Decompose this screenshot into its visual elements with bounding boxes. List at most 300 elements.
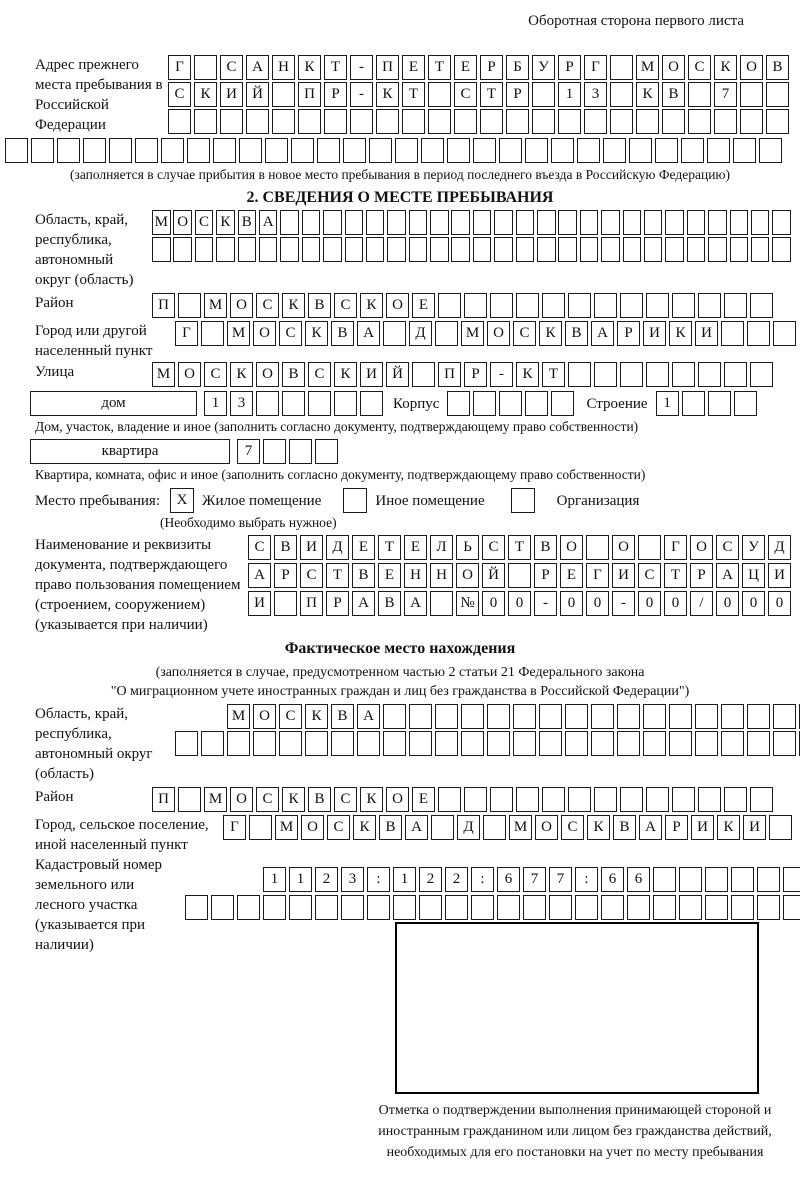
char-cell[interactable] bbox=[708, 391, 731, 416]
char-cell[interactable] bbox=[506, 109, 529, 134]
char-cell[interactable] bbox=[464, 787, 487, 812]
char-cell[interactable]: Н bbox=[430, 563, 453, 588]
char-cell[interactable] bbox=[291, 138, 314, 163]
char-cell[interactable] bbox=[695, 704, 718, 729]
char-cell[interactable]: 2 bbox=[419, 867, 442, 892]
char-cell[interactable] bbox=[568, 293, 591, 318]
char-cell[interactable]: И bbox=[220, 82, 243, 107]
char-cell[interactable] bbox=[747, 321, 770, 346]
char-cell[interactable] bbox=[279, 731, 302, 756]
char-cell[interactable]: И bbox=[300, 535, 323, 560]
char-cell[interactable]: А bbox=[405, 815, 428, 840]
char-cell[interactable] bbox=[513, 704, 536, 729]
char-cell[interactable]: О bbox=[612, 535, 635, 560]
char-cell[interactable]: К bbox=[353, 815, 376, 840]
char-cell[interactable]: В bbox=[379, 815, 402, 840]
char-cell[interactable] bbox=[272, 82, 295, 107]
char-cell[interactable]: Р bbox=[617, 321, 640, 346]
char-cell[interactable]: Г bbox=[584, 55, 607, 80]
char-cell[interactable] bbox=[708, 237, 727, 262]
char-cell[interactable]: С bbox=[327, 815, 350, 840]
char-cell[interactable] bbox=[516, 293, 539, 318]
char-cell[interactable] bbox=[272, 109, 295, 134]
char-cell[interactable]: 6 bbox=[627, 867, 650, 892]
char-cell[interactable]: И bbox=[248, 591, 271, 616]
char-cell[interactable]: В bbox=[662, 82, 685, 107]
char-cell[interactable]: Р bbox=[665, 815, 688, 840]
char-cell[interactable] bbox=[577, 138, 600, 163]
char-cell[interactable]: М bbox=[227, 704, 250, 729]
char-cell[interactable] bbox=[594, 362, 617, 387]
char-cell[interactable] bbox=[435, 731, 458, 756]
char-cell[interactable] bbox=[695, 731, 718, 756]
char-cell[interactable] bbox=[629, 138, 652, 163]
char-cell[interactable]: 2 bbox=[445, 867, 468, 892]
char-cell[interactable] bbox=[343, 138, 366, 163]
char-cell[interactable] bbox=[473, 237, 492, 262]
char-cell[interactable]: Р bbox=[324, 82, 347, 107]
char-cell[interactable]: Т bbox=[378, 535, 401, 560]
char-cell[interactable]: : bbox=[367, 867, 390, 892]
char-cell[interactable]: Д bbox=[457, 815, 480, 840]
char-cell[interactable] bbox=[516, 210, 535, 235]
char-cell[interactable] bbox=[662, 109, 685, 134]
char-cell[interactable] bbox=[591, 731, 614, 756]
char-cell[interactable]: Р bbox=[464, 362, 487, 387]
char-cell[interactable]: Т bbox=[542, 362, 565, 387]
char-cell[interactable]: С bbox=[279, 704, 302, 729]
char-cell[interactable] bbox=[669, 731, 692, 756]
char-cell[interactable]: Т bbox=[428, 55, 451, 80]
char-cell[interactable] bbox=[31, 138, 54, 163]
char-cell[interactable] bbox=[259, 237, 278, 262]
char-cell[interactable] bbox=[238, 237, 257, 262]
char-cell[interactable] bbox=[773, 704, 796, 729]
char-cell[interactable]: П bbox=[152, 787, 175, 812]
char-cell[interactable]: К bbox=[669, 321, 692, 346]
char-cell[interactable]: Н bbox=[272, 55, 295, 80]
char-cell[interactable] bbox=[194, 55, 217, 80]
char-cell[interactable]: В bbox=[274, 535, 297, 560]
char-cell[interactable] bbox=[428, 82, 451, 107]
char-cell[interactable] bbox=[627, 895, 650, 920]
char-cell[interactable]: - bbox=[612, 591, 635, 616]
char-cell[interactable]: К bbox=[376, 82, 399, 107]
char-cell[interactable] bbox=[487, 704, 510, 729]
char-cell[interactable]: М bbox=[152, 210, 171, 235]
char-cell[interactable] bbox=[591, 704, 614, 729]
char-cell[interactable]: В bbox=[282, 362, 305, 387]
char-cell[interactable]: М bbox=[152, 362, 175, 387]
char-cell[interactable] bbox=[610, 109, 633, 134]
char-cell[interactable] bbox=[537, 237, 556, 262]
char-cell[interactable]: 1 bbox=[558, 82, 581, 107]
char-cell[interactable]: Е bbox=[454, 55, 477, 80]
char-cell[interactable]: С bbox=[513, 321, 536, 346]
char-cell[interactable] bbox=[280, 210, 299, 235]
char-cell[interactable] bbox=[698, 293, 721, 318]
char-cell[interactable]: О bbox=[740, 55, 763, 80]
char-cell[interactable]: П bbox=[298, 82, 321, 107]
char-cell[interactable] bbox=[387, 210, 406, 235]
char-cell[interactable]: Й bbox=[386, 362, 409, 387]
char-cell[interactable] bbox=[430, 210, 449, 235]
char-cell[interactable] bbox=[178, 293, 201, 318]
char-cell[interactable] bbox=[220, 109, 243, 134]
char-cell[interactable] bbox=[610, 82, 633, 107]
char-cell[interactable] bbox=[315, 439, 338, 464]
char-cell[interactable] bbox=[57, 138, 80, 163]
char-cell[interactable] bbox=[263, 439, 286, 464]
char-cell[interactable]: В bbox=[238, 210, 257, 235]
char-cell[interactable] bbox=[497, 895, 520, 920]
char-cell[interactable]: 3 bbox=[230, 391, 253, 416]
char-cell[interactable]: - bbox=[534, 591, 557, 616]
char-cell[interactable] bbox=[438, 787, 461, 812]
char-cell[interactable]: М bbox=[461, 321, 484, 346]
char-cell[interactable] bbox=[672, 293, 695, 318]
char-cell[interactable] bbox=[263, 895, 286, 920]
char-cell[interactable]: С bbox=[454, 82, 477, 107]
char-cell[interactable]: 0 bbox=[482, 591, 505, 616]
char-cell[interactable] bbox=[773, 321, 796, 346]
char-cell[interactable]: Т bbox=[508, 535, 531, 560]
char-cell[interactable] bbox=[721, 704, 744, 729]
char-cell[interactable] bbox=[357, 731, 380, 756]
char-cell[interactable] bbox=[195, 237, 214, 262]
char-cell[interactable]: В bbox=[766, 55, 789, 80]
char-cell[interactable] bbox=[580, 210, 599, 235]
char-cell[interactable] bbox=[461, 704, 484, 729]
char-cell[interactable] bbox=[473, 210, 492, 235]
char-cell[interactable] bbox=[83, 138, 106, 163]
char-cell[interactable]: 0 bbox=[716, 591, 739, 616]
char-cell[interactable] bbox=[672, 787, 695, 812]
char-cell[interactable] bbox=[315, 895, 338, 920]
char-cell[interactable]: С bbox=[256, 787, 279, 812]
char-cell[interactable] bbox=[620, 362, 643, 387]
char-cell[interactable]: И bbox=[691, 815, 714, 840]
char-cell[interactable] bbox=[542, 787, 565, 812]
char-cell[interactable] bbox=[499, 138, 522, 163]
char-cell[interactable]: Р bbox=[274, 563, 297, 588]
char-cell[interactable]: Й bbox=[246, 82, 269, 107]
char-cell[interactable] bbox=[731, 895, 754, 920]
char-cell[interactable] bbox=[724, 362, 747, 387]
char-cell[interactable]: Г bbox=[664, 535, 687, 560]
char-cell[interactable] bbox=[282, 391, 305, 416]
char-cell[interactable] bbox=[473, 391, 496, 416]
char-cell[interactable] bbox=[265, 138, 288, 163]
char-cell[interactable]: В bbox=[352, 563, 375, 588]
other-premises-checkbox[interactable] bbox=[343, 488, 367, 513]
char-cell[interactable] bbox=[721, 321, 744, 346]
char-cell[interactable] bbox=[623, 210, 642, 235]
char-cell[interactable]: Г bbox=[175, 321, 198, 346]
char-cell[interactable]: О bbox=[256, 362, 279, 387]
char-cell[interactable]: 0 bbox=[508, 591, 531, 616]
char-cell[interactable] bbox=[525, 138, 548, 163]
char-cell[interactable] bbox=[451, 237, 470, 262]
char-cell[interactable]: Ц bbox=[742, 563, 765, 588]
char-cell[interactable]: К bbox=[282, 787, 305, 812]
char-cell[interactable]: И bbox=[695, 321, 718, 346]
char-cell[interactable] bbox=[173, 237, 192, 262]
char-cell[interactable] bbox=[586, 535, 609, 560]
char-cell[interactable] bbox=[665, 237, 684, 262]
char-cell[interactable]: 1 bbox=[289, 867, 312, 892]
char-cell[interactable]: А bbox=[248, 563, 271, 588]
char-cell[interactable] bbox=[617, 731, 640, 756]
char-cell[interactable]: И bbox=[643, 321, 666, 346]
char-cell[interactable]: К bbox=[587, 815, 610, 840]
char-cell[interactable]: К bbox=[282, 293, 305, 318]
char-cell[interactable] bbox=[409, 237, 428, 262]
char-cell[interactable]: И bbox=[768, 563, 791, 588]
char-cell[interactable] bbox=[324, 109, 347, 134]
char-cell[interactable] bbox=[687, 210, 706, 235]
char-cell[interactable]: В bbox=[331, 704, 354, 729]
char-cell[interactable]: 1 bbox=[204, 391, 227, 416]
char-cell[interactable] bbox=[341, 895, 364, 920]
char-cell[interactable] bbox=[464, 293, 487, 318]
char-cell[interactable] bbox=[636, 109, 659, 134]
char-cell[interactable] bbox=[445, 895, 468, 920]
char-cell[interactable]: Р bbox=[534, 563, 557, 588]
char-cell[interactable] bbox=[730, 210, 749, 235]
char-cell[interactable] bbox=[537, 210, 556, 235]
char-cell[interactable] bbox=[617, 704, 640, 729]
char-cell[interactable]: А bbox=[357, 321, 380, 346]
char-cell[interactable] bbox=[766, 109, 789, 134]
char-cell[interactable]: К bbox=[305, 704, 328, 729]
char-cell[interactable]: 7 bbox=[237, 439, 260, 464]
char-cell[interactable]: Е bbox=[412, 787, 435, 812]
char-cell[interactable]: Т bbox=[324, 55, 347, 80]
char-cell[interactable] bbox=[523, 895, 546, 920]
char-cell[interactable]: О bbox=[386, 293, 409, 318]
char-cell[interactable] bbox=[409, 704, 432, 729]
char-cell[interactable]: М bbox=[509, 815, 532, 840]
char-cell[interactable]: О bbox=[230, 293, 253, 318]
char-cell[interactable] bbox=[731, 867, 754, 892]
char-cell[interactable]: Е bbox=[404, 535, 427, 560]
char-cell[interactable]: - bbox=[350, 82, 373, 107]
char-cell[interactable]: И bbox=[360, 362, 383, 387]
char-cell[interactable] bbox=[747, 731, 770, 756]
char-cell[interactable] bbox=[253, 731, 276, 756]
char-cell[interactable]: К bbox=[230, 362, 253, 387]
char-cell[interactable] bbox=[387, 237, 406, 262]
char-cell[interactable] bbox=[516, 787, 539, 812]
char-cell[interactable] bbox=[644, 237, 663, 262]
char-cell[interactable]: Г bbox=[223, 815, 246, 840]
char-cell[interactable]: К bbox=[516, 362, 539, 387]
char-cell[interactable]: С bbox=[279, 321, 302, 346]
char-cell[interactable]: С bbox=[168, 82, 191, 107]
char-cell[interactable]: Р bbox=[506, 82, 529, 107]
char-cell[interactable]: Д bbox=[326, 535, 349, 560]
char-cell[interactable]: П bbox=[376, 55, 399, 80]
char-cell[interactable]: И bbox=[743, 815, 766, 840]
char-cell[interactable] bbox=[178, 787, 201, 812]
char-cell[interactable] bbox=[772, 237, 791, 262]
char-cell[interactable] bbox=[345, 237, 364, 262]
char-cell[interactable] bbox=[409, 731, 432, 756]
char-cell[interactable]: Т bbox=[664, 563, 687, 588]
char-cell[interactable]: 1 bbox=[656, 391, 679, 416]
char-cell[interactable]: М bbox=[204, 293, 227, 318]
char-cell[interactable]: А bbox=[716, 563, 739, 588]
char-cell[interactable] bbox=[451, 210, 470, 235]
char-cell[interactable]: О bbox=[230, 787, 253, 812]
char-cell[interactable] bbox=[516, 237, 535, 262]
char-cell[interactable] bbox=[665, 210, 684, 235]
char-cell[interactable]: У bbox=[532, 55, 555, 80]
char-cell[interactable] bbox=[539, 731, 562, 756]
char-cell[interactable]: Т bbox=[326, 563, 349, 588]
char-cell[interactable] bbox=[747, 704, 770, 729]
char-cell[interactable] bbox=[532, 109, 555, 134]
char-cell[interactable]: Р bbox=[326, 591, 349, 616]
char-cell[interactable]: В bbox=[308, 787, 331, 812]
char-cell[interactable]: С bbox=[716, 535, 739, 560]
char-cell[interactable] bbox=[623, 237, 642, 262]
char-cell[interactable] bbox=[679, 895, 702, 920]
char-cell[interactable] bbox=[724, 293, 747, 318]
char-cell[interactable]: К bbox=[334, 362, 357, 387]
char-cell[interactable] bbox=[643, 704, 666, 729]
char-cell[interactable]: О bbox=[301, 815, 324, 840]
char-cell[interactable] bbox=[698, 787, 721, 812]
char-cell[interactable] bbox=[594, 293, 617, 318]
char-cell[interactable] bbox=[185, 895, 208, 920]
char-cell[interactable] bbox=[751, 237, 770, 262]
residential-checkbox[interactable]: X bbox=[170, 488, 194, 513]
char-cell[interactable] bbox=[494, 237, 513, 262]
char-cell[interactable]: О bbox=[662, 55, 685, 80]
char-cell[interactable]: С bbox=[334, 293, 357, 318]
char-cell[interactable]: С bbox=[248, 535, 271, 560]
char-cell[interactable] bbox=[211, 895, 234, 920]
char-cell[interactable] bbox=[620, 787, 643, 812]
char-cell[interactable]: 7 bbox=[549, 867, 572, 892]
char-cell[interactable]: Р bbox=[480, 55, 503, 80]
char-cell[interactable]: 1 bbox=[263, 867, 286, 892]
char-cell[interactable] bbox=[480, 109, 503, 134]
char-cell[interactable] bbox=[345, 210, 364, 235]
char-cell[interactable]: Е bbox=[412, 293, 435, 318]
char-cell[interactable] bbox=[194, 109, 217, 134]
char-cell[interactable] bbox=[730, 237, 749, 262]
char-cell[interactable]: М bbox=[275, 815, 298, 840]
char-cell[interactable]: А bbox=[357, 704, 380, 729]
char-cell[interactable]: П bbox=[152, 293, 175, 318]
char-cell[interactable]: С bbox=[220, 55, 243, 80]
char-cell[interactable]: У bbox=[742, 535, 765, 560]
char-cell[interactable] bbox=[461, 731, 484, 756]
char-cell[interactable] bbox=[551, 391, 574, 416]
char-cell[interactable]: С bbox=[482, 535, 505, 560]
organization-checkbox[interactable] bbox=[511, 488, 535, 513]
char-cell[interactable]: Е bbox=[402, 55, 425, 80]
char-cell[interactable] bbox=[688, 82, 711, 107]
char-cell[interactable]: Е bbox=[560, 563, 583, 588]
char-cell[interactable] bbox=[430, 237, 449, 262]
char-cell[interactable] bbox=[646, 293, 669, 318]
char-cell[interactable] bbox=[334, 391, 357, 416]
char-cell[interactable] bbox=[494, 210, 513, 235]
char-cell[interactable] bbox=[783, 895, 800, 920]
char-cell[interactable]: О bbox=[178, 362, 201, 387]
char-cell[interactable]: 0 bbox=[638, 591, 661, 616]
char-cell[interactable] bbox=[201, 731, 224, 756]
char-cell[interactable]: С bbox=[300, 563, 323, 588]
char-cell[interactable] bbox=[367, 895, 390, 920]
char-cell[interactable]: В bbox=[378, 591, 401, 616]
char-cell[interactable] bbox=[435, 321, 458, 346]
char-cell[interactable]: 0 bbox=[586, 591, 609, 616]
char-cell[interactable]: В bbox=[534, 535, 557, 560]
char-cell[interactable] bbox=[568, 787, 591, 812]
char-cell[interactable]: А bbox=[591, 321, 614, 346]
char-cell[interactable]: П bbox=[300, 591, 323, 616]
char-cell[interactable] bbox=[707, 138, 730, 163]
char-cell[interactable] bbox=[308, 391, 331, 416]
char-cell[interactable] bbox=[187, 138, 210, 163]
char-cell[interactable]: О bbox=[456, 563, 479, 588]
char-cell[interactable] bbox=[549, 895, 572, 920]
char-cell[interactable] bbox=[681, 138, 704, 163]
char-cell[interactable] bbox=[525, 391, 548, 416]
char-cell[interactable]: С bbox=[638, 563, 661, 588]
char-cell[interactable] bbox=[679, 867, 702, 892]
char-cell[interactable] bbox=[454, 109, 477, 134]
char-cell[interactable]: Т bbox=[402, 82, 425, 107]
char-cell[interactable]: К bbox=[360, 787, 383, 812]
char-cell[interactable]: 0 bbox=[768, 591, 791, 616]
char-cell[interactable]: 0 bbox=[664, 591, 687, 616]
char-cell[interactable]: С bbox=[195, 210, 214, 235]
char-cell[interactable] bbox=[280, 237, 299, 262]
char-cell[interactable] bbox=[769, 815, 792, 840]
char-cell[interactable]: К bbox=[714, 55, 737, 80]
char-cell[interactable] bbox=[584, 109, 607, 134]
char-cell[interactable]: 1 bbox=[393, 867, 416, 892]
char-cell[interactable] bbox=[698, 362, 721, 387]
char-cell[interactable] bbox=[539, 704, 562, 729]
char-cell[interactable] bbox=[109, 138, 132, 163]
char-cell[interactable] bbox=[708, 210, 727, 235]
char-cell[interactable] bbox=[447, 138, 470, 163]
char-cell[interactable]: : bbox=[575, 867, 598, 892]
char-cell[interactable] bbox=[393, 895, 416, 920]
char-cell[interactable] bbox=[542, 293, 565, 318]
char-cell[interactable] bbox=[740, 109, 763, 134]
char-cell[interactable] bbox=[766, 82, 789, 107]
char-cell[interactable]: О bbox=[690, 535, 713, 560]
char-cell[interactable] bbox=[239, 138, 262, 163]
char-cell[interactable] bbox=[558, 109, 581, 134]
char-cell[interactable] bbox=[594, 787, 617, 812]
char-cell[interactable]: Н bbox=[404, 563, 427, 588]
char-cell[interactable]: 0 bbox=[742, 591, 765, 616]
char-cell[interactable]: Е bbox=[352, 535, 375, 560]
char-cell[interactable] bbox=[565, 704, 588, 729]
char-cell[interactable] bbox=[487, 731, 510, 756]
char-cell[interactable]: В bbox=[331, 321, 354, 346]
char-cell[interactable] bbox=[682, 391, 705, 416]
